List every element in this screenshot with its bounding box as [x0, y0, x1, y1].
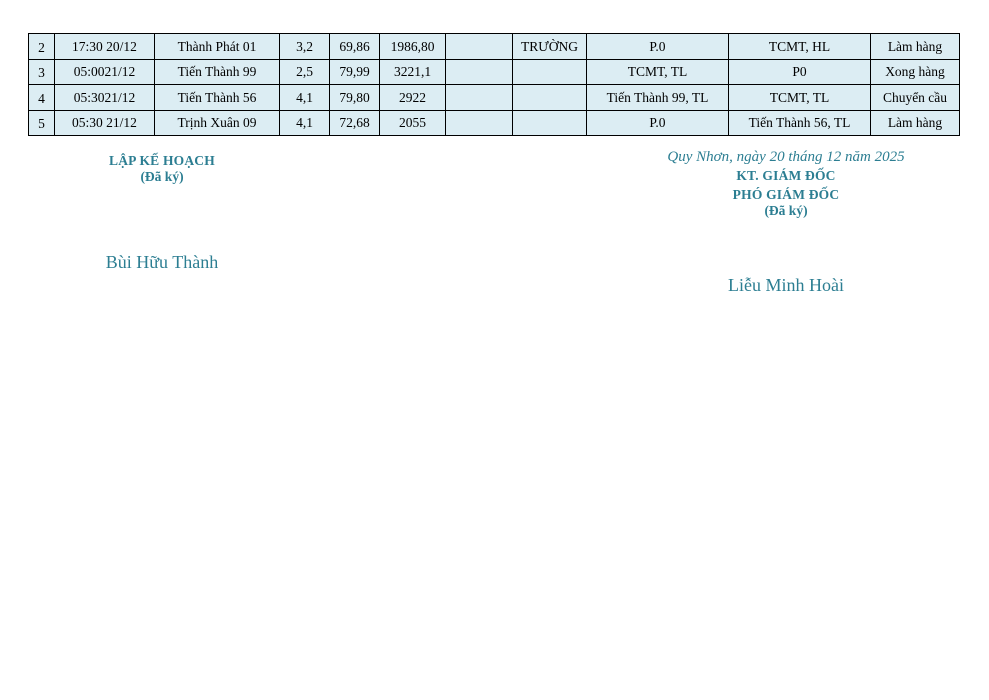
- schedule-table-body: [29, 34, 960, 136]
- table-row: [29, 59, 960, 85]
- tonnage-cell: 2922: [380, 85, 446, 111]
- table-row: [29, 110, 960, 136]
- to-cell: TCMT, TL: [729, 85, 871, 111]
- time-cell: 05:30 21/12: [55, 110, 155, 136]
- director-name: Liễu Minh Hoài: [728, 275, 844, 295]
- planner-title: LẬP KẾ HOẠCH: [109, 153, 215, 168]
- status-cell: Chuyển cầu: [871, 85, 960, 111]
- length-cell: 69,86: [330, 34, 380, 60]
- deputy-director-title: PHÓ GIÁM ĐỐC: [732, 187, 840, 202]
- position-cell: [513, 59, 587, 85]
- vessel-cell: Tiến Thành 56: [155, 85, 280, 111]
- right-signature-block: [636, 149, 936, 219]
- length-cell: 79,99: [330, 59, 380, 85]
- planner-name: Bùi Hữu Thành: [105, 252, 219, 272]
- left-signature-block: [82, 153, 242, 185]
- time-cell: 05:0021/12: [55, 59, 155, 85]
- empty-cell: [446, 34, 513, 60]
- tonnage-cell: 1986,80: [380, 34, 446, 60]
- position-cell: [513, 85, 587, 111]
- draft-cell: 3,2: [280, 34, 330, 60]
- row-number: 4: [29, 85, 55, 111]
- draft-cell: 4,1: [280, 110, 330, 136]
- to-cell: Tiến Thành 56, TL: [729, 110, 871, 136]
- from-cell: P.0: [587, 110, 729, 136]
- tonnage-cell: 3221,1: [380, 59, 446, 85]
- planner-signed-note: (Đã ký): [140, 169, 184, 184]
- length-cell: 72,68: [330, 110, 380, 136]
- left-signature-name-block: [82, 252, 242, 273]
- draft-cell: 4,1: [280, 85, 330, 111]
- position-cell: TRƯỜNG: [513, 34, 587, 60]
- director-title: KT. GIÁM ĐỐC: [736, 168, 836, 183]
- director-signed-note: (Đã ký): [764, 203, 808, 218]
- row-number: 5: [29, 110, 55, 136]
- tonnage-cell: 2055: [380, 110, 446, 136]
- empty-cell: [446, 59, 513, 85]
- row-number: 2: [29, 34, 55, 60]
- to-cell: P0: [729, 59, 871, 85]
- vessel-cell: Trịnh Xuân 09: [155, 110, 280, 136]
- vessel-cell: Thành Phát 01: [155, 34, 280, 60]
- vessel-cell: Tiến Thành 99: [155, 59, 280, 85]
- schedule-table: [28, 33, 960, 136]
- place-date: Quy Nhơn, ngày 20 tháng 12 năm 2025: [667, 149, 905, 165]
- to-cell: TCMT, HL: [729, 34, 871, 60]
- table-row: [29, 85, 960, 111]
- status-cell: Làm hàng: [871, 34, 960, 60]
- time-cell: 05:3021/12: [55, 85, 155, 111]
- from-cell: TCMT, TL: [587, 59, 729, 85]
- right-signature-name-block: [686, 275, 886, 296]
- position-cell: [513, 110, 587, 136]
- empty-cell: [446, 85, 513, 111]
- status-cell: Làm hàng: [871, 110, 960, 136]
- table-row: [29, 34, 960, 60]
- time-cell: 17:30 20/12: [55, 34, 155, 60]
- length-cell: 79,80: [330, 85, 380, 111]
- draft-cell: 2,5: [280, 59, 330, 85]
- from-cell: Tiến Thành 99, TL: [587, 85, 729, 111]
- row-number: 3: [29, 59, 55, 85]
- from-cell: P.0: [587, 34, 729, 60]
- status-cell: Xong hàng: [871, 59, 960, 85]
- empty-cell: [446, 110, 513, 136]
